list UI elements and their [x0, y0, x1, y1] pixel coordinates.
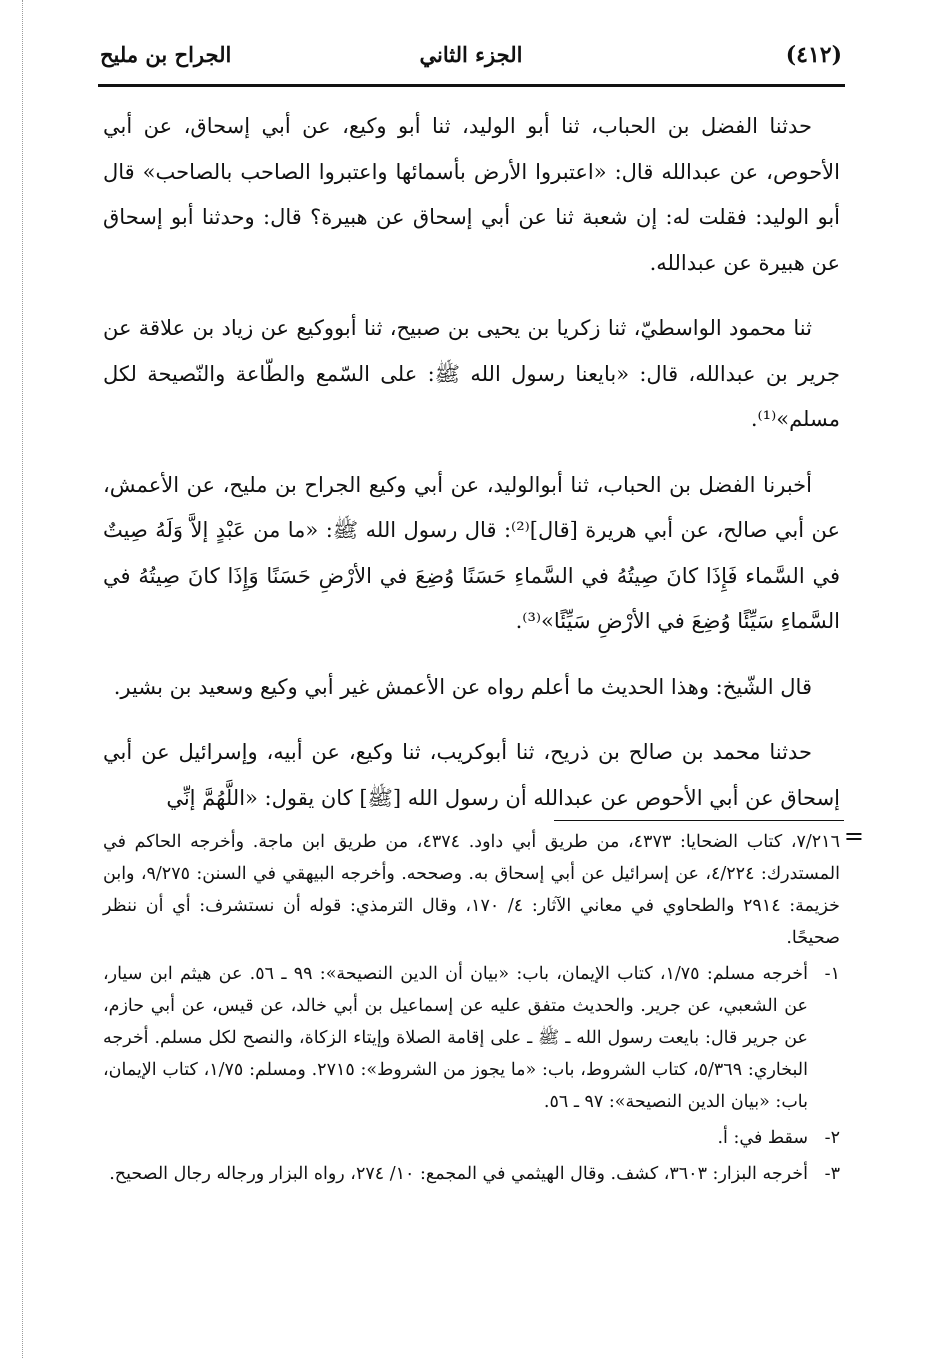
scan-edge-line — [22, 0, 23, 1358]
running-title: الجراح بن مليح — [100, 42, 232, 67]
footnote-item — [103, 1122, 840, 1154]
header-rule — [98, 84, 845, 87]
volume-title: الجزء الثاني — [419, 42, 523, 67]
footnote-number: ١- — [824, 964, 840, 984]
footnote-number: ٣- — [824, 1164, 840, 1184]
paragraph: أخبرنا الفضل بن الحباب، ثنا أبوالوليد، عن أبي وكيع الجراح بن مليح، عن الأعمش، عن أبي صالح، عن أبي هريرة [قال]⁽²⁾: قال رسول الله ﷺ: «ما من عَبْدٍ إلاَّ وَلَهُ صِيتٌ في السَّماء فَإِذَا كانَ صِيتُهُ في السَّماءِ حَسَنًا وُضِعَ في الأرْضِ حَسَنًا وَإِذَا كانَ صِيتُهُ في السَّماءِ سَيِّئًا وُضِعَ في الأرْضِ سَيِّئًا»⁽³⁾. — [103, 472, 841, 633]
footnote-continuation: ٧/٢١٦، كتاب الضحايا: ٤٣٧٣، من طريق أبي داود. ٤٣٧٤، من طريق ابن ماجة. وأخرجه الحاكم في المستدرك: ٤/٢٢٤، عن إسرائيل عن أبي إسحاق به. وصححه. وأخرجه البيهقي في السنن: ٩/٢٧٥، وابن خزيمة: ٢٩١٤ والطحاوي في معاني الآثار: ٤/ ١٧٠، وقال الترمذي: قوله أن نستشرف: أي أن ننظر صحيحًا. — [103, 832, 840, 948]
footnote-number: ٢- — [824, 1128, 840, 1148]
paragraph: ثنا محمود الواسطيّ، ثنا زكريا بن يحيى بن صبيح، ثنا أبووكيع عن زياد بن علاقة عن جرير بن عبدالله، قال: «بايعنا رسول الله ﷺ: على السّمع والطّاعة والنّصيحة لكل مسلم»⁽¹⁾. — [103, 316, 840, 431]
paragraph: حدثنا الفضل بن الحباب، ثنا أبو الوليد، ثنا أبو وكيع، عن أبي إسحاق، عن أبي الأحوص، عن عبدالله قال: «اعتبروا الأرض بأسمائها واعتبروا الصاحب بالصاحب» قال أبو الوليد: فقلت له: إن شعبة ثنا عن أبي إسحاق عن هبيرة؟ قال: وحدثنا أبو إسحاق عن هبيرة عن عبدالله. — [103, 114, 840, 275]
footnote-item — [103, 958, 840, 1118]
main-text — [103, 104, 840, 841]
page-number: (٤١٢) — [785, 42, 842, 68]
footnotes — [103, 826, 840, 1194]
footnote-item — [103, 1158, 840, 1190]
footnote-text: أخرجه البزار: ٣٦٠٣، كشف. وقال الهيثمي في المجمع: ١٠/ ٢٧٤، رواه البزار ورجاله رجال الصحيح. — [109, 1164, 808, 1184]
footnote-separator — [554, 820, 844, 821]
footnote-text: سقط في: أ. — [717, 1128, 808, 1148]
page-header — [100, 40, 842, 80]
paragraph: قال الشّيخ: وهذا الحديث ما أعلم رواه عن الأعمش غير أبي وكيع وسعيد بن بشير. — [113, 674, 812, 699]
paragraph: حدثنا محمد بن صالح بن ذريح، ثنا أبوكريب، ثنا وكيع، عن أبيه، وإسرائيل عن أبي إسحاق عن أبي الأحوص عن عبدالله أن رسول الله [ﷺ] كان يقول: «اللَّهُمَّ إنِّي — [103, 740, 840, 810]
footnote-text: أخرجه مسلم: ١/٧٥، كتاب الإيمان، باب: «بيان أن الدين النصيحة»: ٩٩ ـ ٥٦. عن هيثم ابن سيار، عن الشعبي، عن جرير. والحديث متفق عليه عن إسماعيل بن أبي خالد، عن قيس، عن أبي حازم، عن جرير قال: بايعت رسول الله ـ ﷺ ـ على إقامة الصلاة وإيتاء الزكاة، والنصح لكل مسلم. أخرجه البخاري: ٥/٣٦٩، كتاب الشروط، باب: «ما يجوز من الشروط»: ٢٧١٥. ومسلم: ١/٧٥، كتاب الإيمان، باب: «بيان الدين النصيحة»: ٩٧ ـ ٥٦. — [103, 964, 809, 1112]
footnote-continuation-mark: = — [843, 822, 864, 850]
